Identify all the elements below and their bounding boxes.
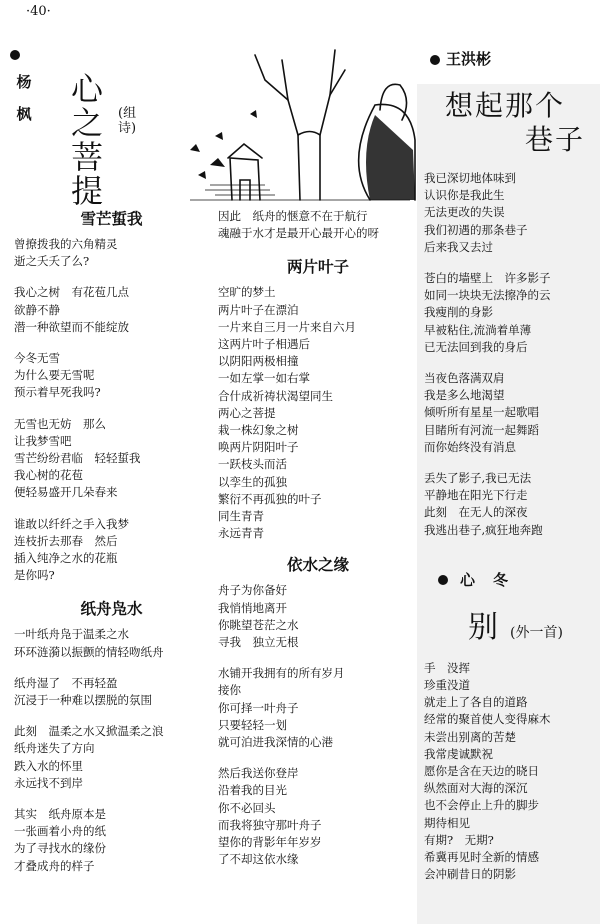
poem-line: 合什成祈祷状渴望同生 [218, 388, 333, 403]
poem-line: 其实 纸舟原本是 [14, 807, 106, 822]
poem-line: 无雪也无妨 那么 [14, 416, 106, 431]
poem-line: 永远青青 [218, 526, 264, 541]
poem-line: 繁衍不再孤独的叶子 [218, 491, 322, 506]
poem-line: 便轻易盛开几朵春来 [14, 485, 118, 500]
poem-line: 连枝折去那春 然后 [14, 533, 118, 548]
poem-line: 一张画着小舟的纸 [14, 824, 106, 839]
poem-line: 而我将独守那叶舟子 [218, 817, 322, 832]
poem-line: 欲静不静 [14, 302, 60, 317]
poem-line: 栽一株幻象之树 [218, 423, 299, 438]
poem-line: 插入纯净之水的花瓶 [14, 551, 118, 566]
poem-line: 为了寻找水的缘份 [14, 841, 106, 856]
poem-line: 纸舟迷失了方向 [14, 741, 95, 756]
poem-line: 已无法回到我的身后 [424, 339, 528, 354]
poem-line: 就走上了各自的道路 [424, 695, 528, 710]
poem3-title: 别 [468, 609, 498, 645]
poem-line: 环环涟漪以振颤的情轻吻纸舟 [14, 644, 164, 659]
poem-line: 我逃出巷子,疯狂地奔跑 [424, 522, 543, 537]
poem-line: 目睹所有河流一起舞蹈 [424, 422, 539, 437]
poem-line: 我悄悄地离开 [218, 600, 287, 615]
section-title: 雪芒蜇我 [80, 210, 143, 228]
section-title: 依水之缘 [286, 556, 349, 575]
poem-line: 这两片叶子相遇后 [218, 337, 310, 352]
poem-line: 后来我又去过 [424, 239, 493, 254]
poem-line: 早被粘住,流淌着单薄 [424, 322, 532, 337]
poem-line: 此刻 温柔之水又掀温柔之浪 [14, 724, 164, 739]
poem-line: 就可泊进我深情的心港 [218, 735, 333, 750]
poem-line: 预示着早死我吗? [14, 385, 101, 400]
poem-line: 当夜色落满双肩 [424, 371, 505, 386]
bullet-icon [438, 575, 448, 585]
poem-line: 而你始终没有消息 [424, 439, 516, 454]
poem-line: 认识你是我此生 [424, 188, 505, 203]
poem1-subtitle: (组诗) [118, 106, 137, 136]
poem-line: 如同一块块无法擦净的云 [424, 288, 551, 303]
poem-line: 接你 [218, 683, 241, 698]
poem-line: 同生青青 [218, 509, 264, 524]
poem-line: 你可择一叶舟子 [218, 700, 299, 715]
poem-line: 手 没挥 [424, 660, 470, 675]
poem-line: 丢失了影子,我已无法 [424, 471, 532, 486]
poem3-subtitle: (外一首) [510, 624, 563, 641]
poem-line: 纵然面对大海的深沉 [424, 781, 528, 796]
poem-line: 是你吗? [14, 568, 55, 583]
column-middle [218, 208, 418, 869]
poem-line: 你不必回头 [218, 800, 276, 815]
poem-line: 无法更改的失误 [424, 205, 505, 220]
poem-line: 跌入水的怀里 [14, 758, 83, 773]
poem-line: 经常的聚首使人变得麻木 [424, 712, 551, 727]
poem-line: 然后我送你登岸 [218, 766, 299, 781]
poem-line: 平静地在阳光下行走 [424, 488, 528, 503]
ink-illustration [170, 40, 420, 205]
poem-line: 你眺望苍茫之水 [218, 617, 299, 632]
poem-line: 唤两片阴阳叶子 [218, 440, 299, 455]
poem-line: 寻我 独立无根 [218, 635, 299, 650]
poem-line: 未尝出别离的苦楚 [424, 729, 516, 744]
bullet-icon [430, 55, 440, 65]
poem2-title-line1: 想起那个 [445, 89, 566, 122]
tree-trunk [320, 50, 335, 200]
poem-line: 我们初遇的那条巷子 [424, 222, 528, 237]
poem-line: 倾听所有星星一起歌唱 [424, 405, 539, 420]
poem1-title: 心之菩提 [70, 70, 103, 210]
poem1-author-char: 杨 [16, 73, 32, 91]
poem-line: 以孪生的孤独 [218, 474, 287, 489]
poem-line: 我常虔诚默祝 [424, 746, 493, 761]
poem-line: 两片叶子在漂泊 [218, 302, 299, 317]
poem-line: 曾撩拨我的六角精灵 [14, 237, 118, 251]
poem-line: 一如左掌一如右掌 [218, 371, 310, 386]
tree-trunk [282, 60, 300, 200]
building [230, 158, 260, 200]
poem-line: 雪芒纷纷君临 轻轻蜇我 [14, 451, 141, 466]
poem-line: 苍白的墙壁上 许多影子 [424, 271, 551, 286]
poem-line: 只要轻轻一划 [218, 717, 287, 732]
poem-line: 会冲刷昔日的阴影 [424, 867, 516, 882]
poem-line: 我心之树 有花苞几点 [14, 285, 129, 300]
bullet-icon [10, 50, 20, 60]
poem-line: 潜一种欲望而不能绽放 [14, 319, 129, 334]
poem-line: 永远找不到岸 [14, 775, 83, 790]
section-title: 两片叶子 [286, 258, 349, 277]
section-title: 纸舟凫水 [80, 600, 143, 619]
poem2-author: 王洪彬 [430, 48, 491, 69]
poem-line: 让我梦雪吧 [14, 433, 72, 448]
column-left [14, 208, 209, 875]
poem-line: 纸舟湿了 不再轻盈 [14, 675, 118, 690]
poem-line: 我是多么地渴望 [424, 388, 505, 403]
poem-line: 了不却这依水缘 [218, 852, 299, 867]
poem-line: 逝之夭夭了么? [14, 254, 90, 269]
poem2-title-line2: 巷子 [525, 123, 586, 156]
poem-line: 珍重没道 [424, 678, 470, 693]
poem3-author: 心冬 [438, 569, 596, 590]
poem-line: 今冬无雪 [14, 351, 60, 366]
poem-line: 此刻 在无人的深夜 [424, 505, 528, 520]
poem-line: 水铺开我拥有的所有岁月 [218, 666, 345, 681]
poem-line: 希冀再见时全新的情感 [424, 850, 539, 865]
poem-line: 也不会停止上升的脚步 [424, 798, 539, 813]
poem-line: 我瘦削的身影 [424, 305, 493, 320]
poem-line: 才叠成舟的样子 [14, 858, 95, 873]
column-right [424, 170, 596, 884]
poem-line: 望你的背影年年岁岁 [218, 835, 322, 850]
poem1-author-char: 枫 [16, 105, 32, 123]
poem-line: 一跃枝头而活 [218, 457, 287, 472]
poem-line: 舟子为你备好 [218, 583, 287, 598]
poem-line: 两心之菩提 [218, 405, 276, 420]
poem-line: 魂融于水才是最开心最开心的呀 [218, 226, 379, 241]
poem-line: 沿着我的目光 [218, 783, 287, 798]
poem-line: 谁敢以纤纤之手入我梦 [14, 516, 129, 531]
poem-line: 有期? 无期? [424, 832, 494, 847]
poem3-title-block [468, 602, 596, 646]
page-number: ·40· [26, 4, 51, 19]
poem-line: 因此 纸舟的惬意不在于航行 [218, 209, 368, 223]
poem-line: 我已深切地体味到 [424, 171, 516, 185]
poem-line: 我心树的花苞 [14, 468, 83, 483]
poem-line: 以阴阳两极相撞 [218, 354, 299, 369]
poem-line: 为什么要无雪呢 [14, 368, 95, 383]
poem-line: 一叶纸舟凫于温柔之水 [14, 627, 129, 642]
poem-line: 沉浸于一种难以摆脱的氛围 [14, 693, 152, 708]
poem-line: 愿你是含在天边的晓日 [424, 764, 539, 779]
poem-line: 空旷的梦土 [218, 285, 276, 300]
poem-line: 一片来自三月一片来自六月 [218, 319, 356, 334]
poem-line: 期待相见 [424, 815, 470, 830]
